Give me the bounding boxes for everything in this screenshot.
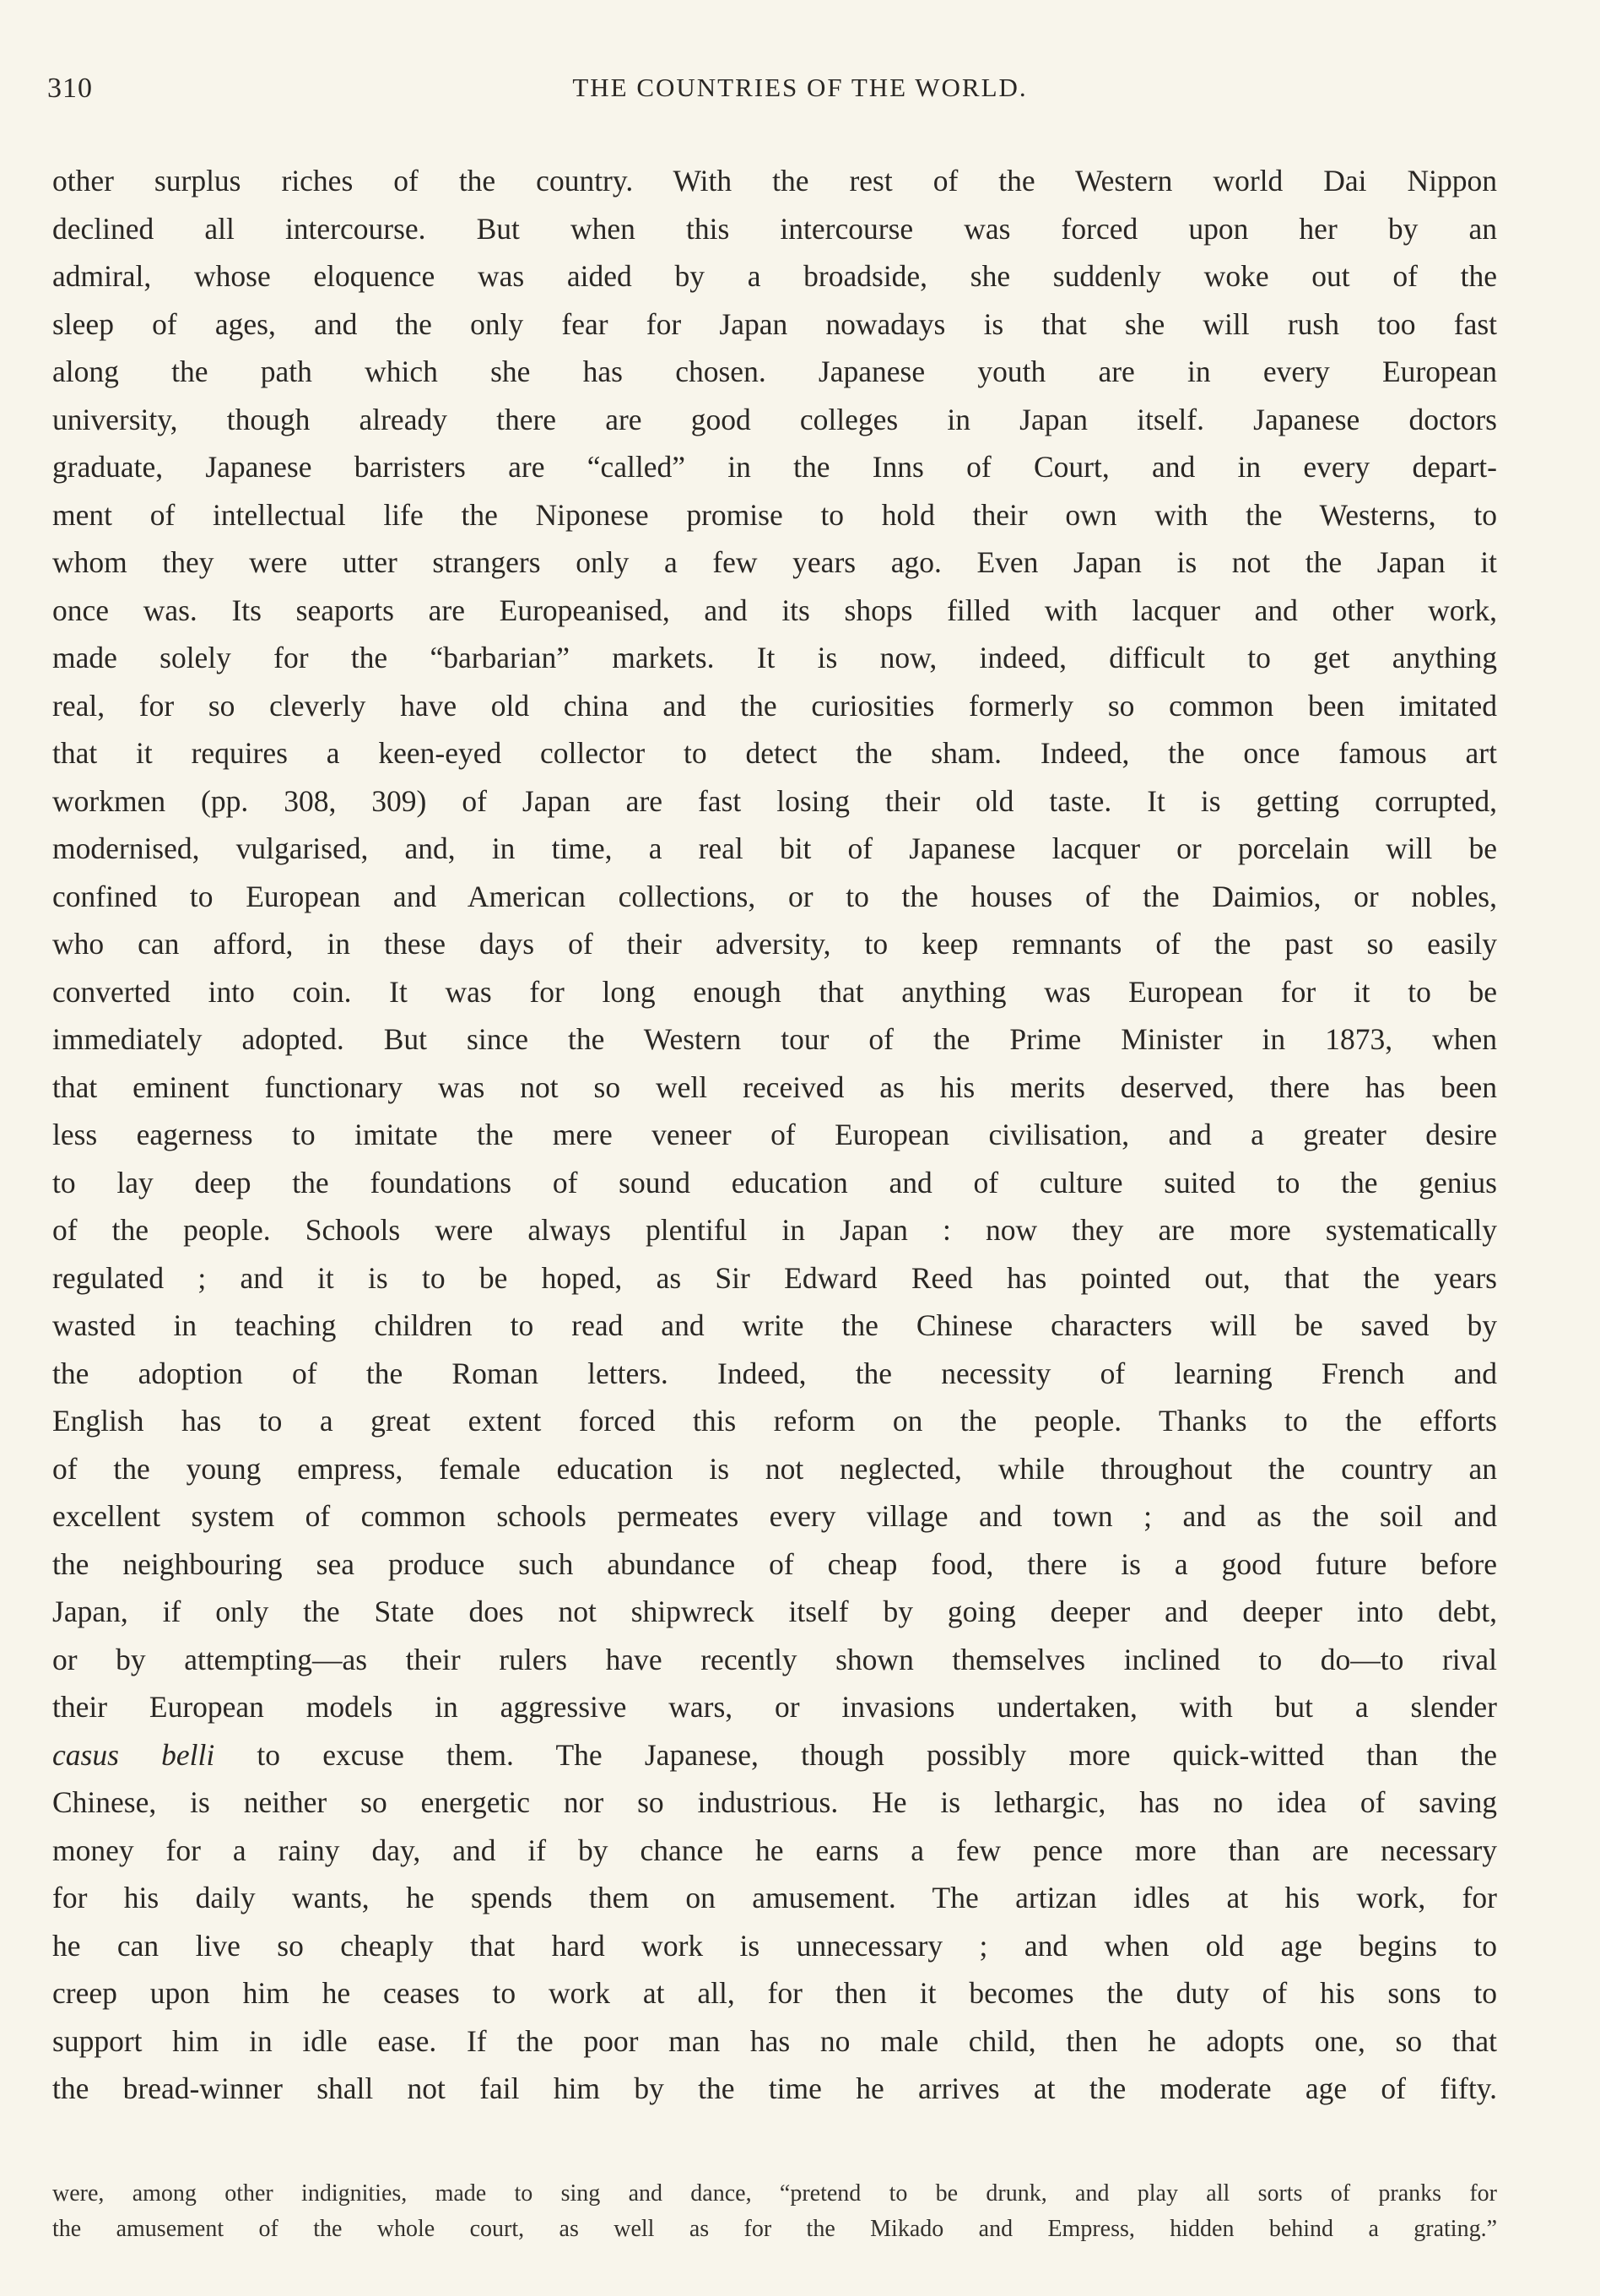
italic-phrase: casus belli (52, 1737, 215, 1772)
text-line: that eminent functionary was not so well received as his merits deserved, there has been (52, 1069, 1497, 1104)
text-line: wasted in teaching children to read and write the Chinese characters will be saved by (52, 1308, 1497, 1342)
text-line: excellent system of common schools permeates every village and town ; and as the soil and (52, 1499, 1497, 1533)
running-title: THE COUNTRIES OF THE WORLD. (572, 73, 1028, 102)
text-line: for his daily wants, he spends them on amusement. The artizan idles at his work, for (52, 1881, 1497, 1914)
text-line: other surplus riches of the country. With the rest of the Western world Dai Nippon (52, 164, 1497, 198)
text-line: the bread-winner shall not fail him by the time he arrives at the moderate age of fifty. (52, 2071, 1497, 2105)
text-line: immediately adopted. But since the Western tour of the Prime Minister in 1873, when (52, 1022, 1497, 1056)
text-line: regulated ; and it is to be hoped, as Sir Edward Reed has pointed out, that the years (52, 1260, 1497, 1295)
text-line: Japan, if only the State does not shipwreck itself by going deeper and deeper into debt, (52, 1595, 1497, 1628)
text-line: to lay deep the foundations of sound education and of culture suited to the genius (52, 1165, 1497, 1199)
text-line: he can live so cheaply that hard work is unnecessary ; and when old age begins to (52, 1928, 1497, 1963)
text-line: less eagerness to imitate the mere veneer of European civilisation, and a greater desire (52, 1118, 1497, 1151)
text-line: real, for so cleverly have old china and the curiosities formerly so common been imitated (52, 688, 1497, 723)
text-line: support him in idle ease. If the poor man has no male child, then he adopts one, so that (52, 2023, 1497, 2058)
text-line: along the path which she has chosen. Japanese youth are in every European (52, 355, 1497, 388)
text-line: creep upon him he ceases to work at all, for then it becomes the duty of his sons to (52, 1976, 1497, 2010)
footnote (52, 2176, 1497, 2247)
text-line: whom they were utter strangers only a few years ago. Even Japan is not the Japan it (52, 545, 1497, 579)
text-line: modernised, vulgarised, and, in time, a real bit of Japanese lacquer or porcelain will be (52, 831, 1497, 865)
body-text (52, 157, 1497, 2113)
text-line: of the people. Schools were always plentiful in Japan : now they are more systematically (52, 1213, 1497, 1247)
text-line: who can afford, in these days of their adversity, to keep remnants of the past so easily (52, 927, 1497, 961)
text-line: their European models in aggressive wars, or invasions undertaken, with but a slender (52, 1690, 1497, 1724)
footnote-line: were, among other indignities, made to sing and dance, “pretend to be drunk, and play all sorts of pranks for (52, 2180, 1497, 2207)
text-line: English has to a great extent forced this reform on the people. Thanks to the efforts (52, 1404, 1497, 1438)
text-line: made solely for the “barbarian” markets. It is now, indeed, difficult to get anything (52, 641, 1497, 674)
text-line: or by attempting—as their rulers have recently shown themselves inclined to do—to rival (52, 1642, 1497, 1676)
text-line: that it requires a keen-eyed collector to detect the sham. Indeed, the once famous art (52, 736, 1497, 770)
text-line: Chinese, is neither so energetic nor so industrious. He is lethargic, has no idea of saving (52, 1785, 1497, 1819)
text-line: money for a rainy day, and if by chance he earns a few pence more than are necessary (52, 1833, 1497, 1867)
footnote-line: the amusement of the whole court, as well as for the Mikado and Empress, hidden behind a grating.” (52, 2216, 1497, 2242)
text-line: the adoption of the Roman letters. Indeed, the necessity of learning French and (52, 1356, 1497, 1390)
page-number: 310 (47, 73, 93, 104)
text-line: once was. Its seaports are Europeanised, and its shops filled with lacquer and other work, (52, 593, 1497, 627)
text-line-italic (52, 1731, 1497, 1779)
text-line: sleep of ages, and the only fear for Japan nowadays is that she will rush too fast (52, 306, 1497, 341)
page-header (0, 73, 1600, 110)
text-line: confined to European and American collections, or to the houses of the Daimios, or nobles, (52, 879, 1497, 913)
text-line: admiral, whose eloquence was aided by a broadside, she suddenly woke out of the (52, 259, 1497, 293)
text-line: workmen (pp. 308, 309) of Japan are fast losing their old taste. It is getting corrupted, (52, 783, 1497, 818)
text-line: university, though already there are good colleges in Japan itself. Japanese doctors (52, 402, 1497, 436)
text-line: declined all intercourse. But when this intercourse was forced upon her by an (52, 211, 1497, 246)
text-line: of the young empress, female education is not neglected, while throughout the country an (52, 1451, 1497, 1486)
text-line: graduate, Japanese barristers are “called” in the Inns of Court, and in every depart- (52, 450, 1497, 484)
italic-line-rest: to excuse them. The Japanese, though possibly more quick-witted than the (214, 1737, 1497, 1772)
text-line: ment of intellectual life the Niponese promise to hold their own with the Westerns, to (52, 497, 1497, 532)
text-line: the neighbouring sea produce such abundance of cheap food, there is a good future before (52, 1546, 1497, 1581)
text-line: converted into coin. It was for long enough that anything was European for it to be (52, 974, 1497, 1009)
